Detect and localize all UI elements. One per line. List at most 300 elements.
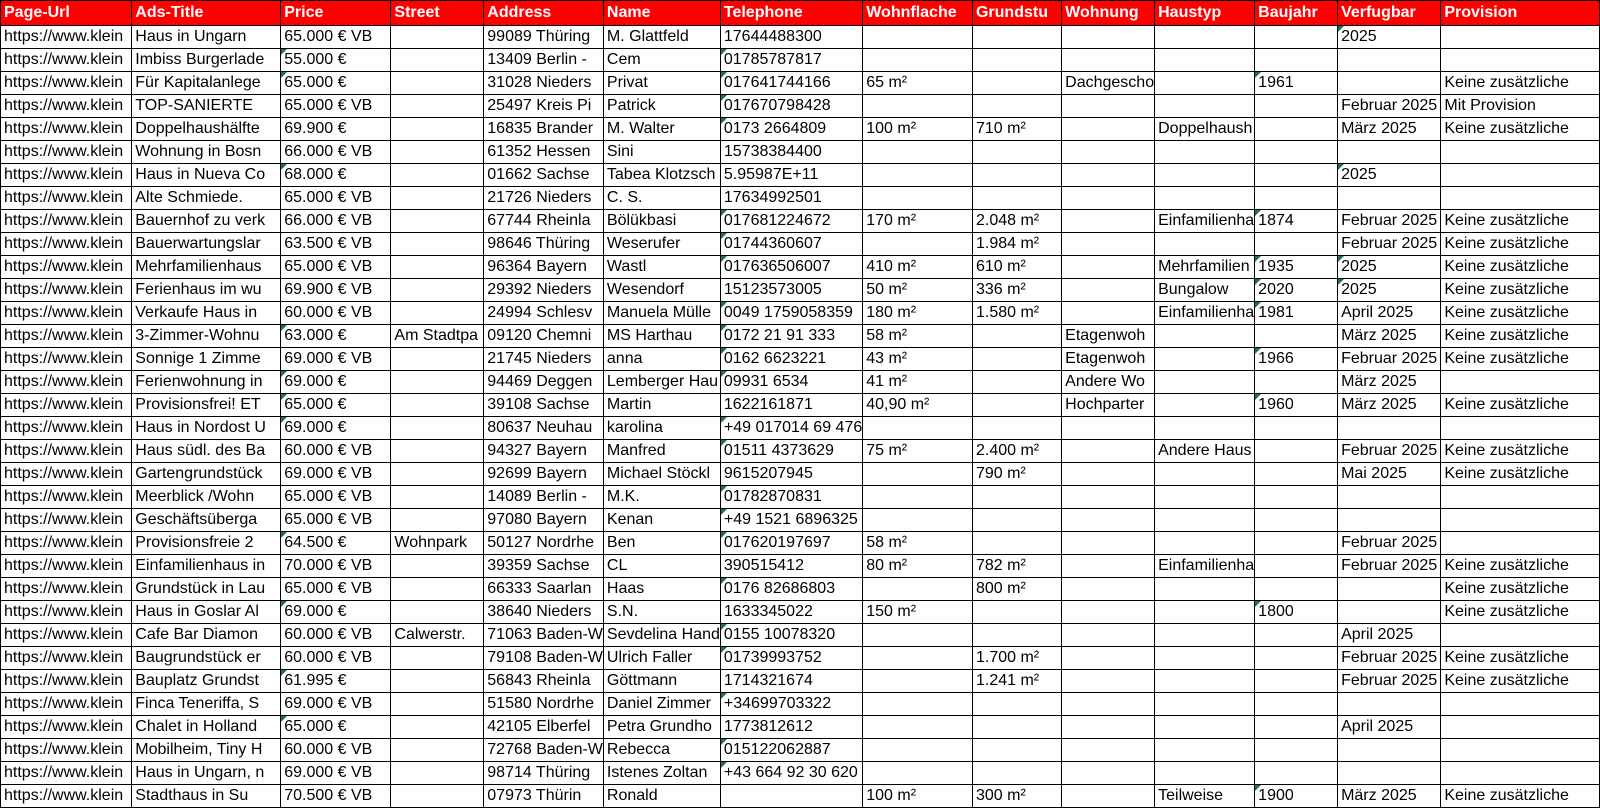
cell-htype[interactable]: [1155, 394, 1255, 417]
cell-avail[interactable]: Februar 2025: [1338, 532, 1441, 555]
cell-avail[interactable]: 2025: [1338, 256, 1441, 279]
cell-name[interactable]: Cem: [603, 49, 720, 72]
cell-wtype[interactable]: [1062, 440, 1155, 463]
cell-wtype[interactable]: Etagenwoh: [1062, 348, 1155, 371]
cell-prov[interactable]: Keine zusätzliche: [1441, 394, 1600, 417]
cell-phone[interactable]: [720, 785, 862, 808]
cell-price[interactable]: 65.000 €: [281, 716, 391, 739]
cell-url[interactable]: https://www.klein: [1, 210, 132, 233]
cell-prov[interactable]: Keine zusätzliche: [1441, 302, 1600, 325]
column-header-title[interactable]: Ads-Title: [132, 1, 281, 26]
cell-area[interactable]: [863, 624, 973, 647]
cell-wtype[interactable]: [1062, 210, 1155, 233]
cell-url[interactable]: https://www.klein: [1, 325, 132, 348]
cell-area[interactable]: 65 m²: [863, 72, 973, 95]
column-header-street[interactable]: Street: [391, 1, 484, 26]
cell-htype[interactable]: Bungalow: [1155, 279, 1255, 302]
cell-url[interactable]: https://www.klein: [1, 440, 132, 463]
cell-plot[interactable]: 1.700 m²: [972, 647, 1061, 670]
cell-address[interactable]: 71063 Baden-W: [484, 624, 604, 647]
cell-price[interactable]: 55.000 €: [281, 49, 391, 72]
cell-phone[interactable]: 01739993752: [720, 647, 862, 670]
cell-name[interactable]: Sevdelina Hand: [603, 624, 720, 647]
cell-htype[interactable]: [1155, 716, 1255, 739]
cell-address[interactable]: 97080 Bayern: [484, 509, 604, 532]
cell-name[interactable]: Göttmann: [603, 670, 720, 693]
cell-street[interactable]: [391, 394, 484, 417]
cell-year[interactable]: [1255, 164, 1338, 187]
cell-address[interactable]: 56843 Rheinla: [484, 670, 604, 693]
cell-avail[interactable]: Mai 2025: [1338, 463, 1441, 486]
cell-title[interactable]: Bauernhof zu verk: [132, 210, 281, 233]
cell-area[interactable]: 75 m²: [863, 440, 973, 463]
cell-name[interactable]: M. Walter: [603, 118, 720, 141]
cell-year[interactable]: [1255, 693, 1338, 716]
cell-title[interactable]: Haus in Ungarn: [132, 26, 281, 49]
cell-price[interactable]: 70.500 € VB: [281, 785, 391, 808]
cell-name[interactable]: Tabea Klotzsch: [603, 164, 720, 187]
cell-year[interactable]: [1255, 555, 1338, 578]
cell-name[interactable]: Lemberger Hau: [603, 371, 720, 394]
column-header-prov[interactable]: Provision: [1441, 1, 1600, 26]
cell-year[interactable]: [1255, 762, 1338, 785]
cell-prov[interactable]: Mit Provision: [1441, 95, 1600, 118]
cell-plot[interactable]: [972, 693, 1061, 716]
cell-address[interactable]: 14089 Berlin -: [484, 486, 604, 509]
cell-area[interactable]: [863, 578, 973, 601]
cell-year[interactable]: [1255, 486, 1338, 509]
cell-price[interactable]: 65.000 € VB: [281, 256, 391, 279]
cell-avail[interactable]: März 2025: [1338, 118, 1441, 141]
cell-area[interactable]: [863, 509, 973, 532]
cell-prov[interactable]: Keine zusätzliche: [1441, 555, 1600, 578]
cell-price[interactable]: 66.000 € VB: [281, 141, 391, 164]
cell-price[interactable]: 69.000 € VB: [281, 463, 391, 486]
cell-prov[interactable]: Keine zusätzliche: [1441, 440, 1600, 463]
cell-plot[interactable]: [972, 739, 1061, 762]
cell-name[interactable]: Sini: [603, 141, 720, 164]
cell-title[interactable]: Chalet in Holland: [132, 716, 281, 739]
cell-wtype[interactable]: [1062, 49, 1155, 72]
cell-url[interactable]: https://www.klein: [1, 693, 132, 716]
cell-avail[interactable]: [1338, 72, 1441, 95]
cell-avail[interactable]: 2025: [1338, 279, 1441, 302]
cell-street[interactable]: [391, 256, 484, 279]
cell-address[interactable]: 21745 Nieders: [484, 348, 604, 371]
cell-htype[interactable]: [1155, 739, 1255, 762]
cell-url[interactable]: https://www.klein: [1, 785, 132, 808]
cell-name[interactable]: S.N.: [603, 601, 720, 624]
cell-plot[interactable]: 2.400 m²: [972, 440, 1061, 463]
cell-area[interactable]: 80 m²: [863, 555, 973, 578]
cell-address[interactable]: 39359 Sachse: [484, 555, 604, 578]
cell-plot[interactable]: [972, 716, 1061, 739]
column-header-name[interactable]: Name: [603, 1, 720, 26]
cell-url[interactable]: https://www.klein: [1, 279, 132, 302]
cell-htype[interactable]: [1155, 509, 1255, 532]
cell-price[interactable]: 65.000 €: [281, 394, 391, 417]
cell-name[interactable]: Weserufer: [603, 233, 720, 256]
cell-title[interactable]: TOP-SANIERTE: [132, 95, 281, 118]
cell-area[interactable]: 150 m²: [863, 601, 973, 624]
cell-year[interactable]: [1255, 578, 1338, 601]
column-header-avail[interactable]: Verfugbar: [1338, 1, 1441, 26]
cell-street[interactable]: [391, 716, 484, 739]
cell-year[interactable]: 1900: [1255, 785, 1338, 808]
cell-price[interactable]: 60.000 € VB: [281, 302, 391, 325]
cell-year[interactable]: [1255, 509, 1338, 532]
cell-prov[interactable]: Keine zusätzliche: [1441, 325, 1600, 348]
cell-plot[interactable]: [972, 532, 1061, 555]
cell-area[interactable]: 100 m²: [863, 118, 973, 141]
cell-url[interactable]: https://www.klein: [1, 394, 132, 417]
cell-phone[interactable]: 017636506007: [720, 256, 862, 279]
cell-title[interactable]: Grundstück in Lau: [132, 578, 281, 601]
cell-area[interactable]: [863, 49, 973, 72]
cell-street[interactable]: [391, 463, 484, 486]
cell-address[interactable]: 09120 Chemni: [484, 325, 604, 348]
cell-price[interactable]: 61.995 €: [281, 670, 391, 693]
cell-url[interactable]: https://www.klein: [1, 532, 132, 555]
cell-htype[interactable]: [1155, 371, 1255, 394]
cell-title[interactable]: Haus in Nordost U: [132, 417, 281, 440]
cell-area[interactable]: 58 m²: [863, 325, 973, 348]
cell-street[interactable]: [391, 601, 484, 624]
cell-htype[interactable]: [1155, 233, 1255, 256]
cell-year[interactable]: [1255, 325, 1338, 348]
cell-area[interactable]: 41 m²: [863, 371, 973, 394]
cell-htype[interactable]: [1155, 647, 1255, 670]
cell-name[interactable]: karolina: [603, 417, 720, 440]
cell-wtype[interactable]: [1062, 463, 1155, 486]
cell-wtype[interactable]: [1062, 417, 1155, 440]
cell-wtype[interactable]: [1062, 95, 1155, 118]
cell-street[interactable]: Am Stadtpa: [391, 325, 484, 348]
cell-wtype[interactable]: [1062, 785, 1155, 808]
cell-avail[interactable]: 2025: [1338, 26, 1441, 49]
cell-prov[interactable]: Keine zusätzliche: [1441, 72, 1600, 95]
cell-wtype[interactable]: [1062, 256, 1155, 279]
cell-plot[interactable]: [972, 486, 1061, 509]
cell-avail[interactable]: [1338, 417, 1441, 440]
cell-wtype[interactable]: [1062, 233, 1155, 256]
cell-price[interactable]: 69.900 €: [281, 118, 391, 141]
cell-prov[interactable]: [1441, 49, 1600, 72]
cell-title[interactable]: Bauerwartungslar: [132, 233, 281, 256]
cell-name[interactable]: Patrick: [603, 95, 720, 118]
cell-phone[interactable]: 017620197697: [720, 532, 862, 555]
cell-plot[interactable]: [972, 624, 1061, 647]
cell-htype[interactable]: Einfamilienha: [1155, 555, 1255, 578]
cell-phone[interactable]: 0049 1759058359: [720, 302, 862, 325]
cell-phone[interactable]: +49 1521 6896325: [720, 509, 862, 532]
cell-title[interactable]: Für Kapitalanlege: [132, 72, 281, 95]
cell-htype[interactable]: [1155, 141, 1255, 164]
cell-area[interactable]: [863, 141, 973, 164]
cell-price[interactable]: 65.000 €: [281, 72, 391, 95]
cell-phone[interactable]: +43 664 92 30 620: [720, 762, 862, 785]
cell-url[interactable]: https://www.klein: [1, 555, 132, 578]
cell-avail[interactable]: [1338, 509, 1441, 532]
cell-price[interactable]: 69.000 € VB: [281, 762, 391, 785]
cell-htype[interactable]: Einfamilienha: [1155, 302, 1255, 325]
cell-name[interactable]: Bölükbasi: [603, 210, 720, 233]
cell-avail[interactable]: Februar 2025: [1338, 348, 1441, 371]
cell-address[interactable]: 51580 Nordrhe: [484, 693, 604, 716]
cell-address[interactable]: 99089 Thüring: [484, 26, 604, 49]
cell-name[interactable]: Wesendorf: [603, 279, 720, 302]
cell-htype[interactable]: Doppelhaush: [1155, 118, 1255, 141]
cell-url[interactable]: https://www.klein: [1, 118, 132, 141]
cell-title[interactable]: Mehrfamilienhaus: [132, 256, 281, 279]
cell-prov[interactable]: Keine zusätzliche: [1441, 118, 1600, 141]
cell-htype[interactable]: [1155, 417, 1255, 440]
cell-avail[interactable]: 2025: [1338, 164, 1441, 187]
cell-avail[interactable]: [1338, 693, 1441, 716]
cell-title[interactable]: Mobilheim, Tiny H: [132, 739, 281, 762]
cell-street[interactable]: [391, 417, 484, 440]
cell-title[interactable]: Haus in Goslar Al: [132, 601, 281, 624]
cell-plot[interactable]: [972, 187, 1061, 210]
cell-street[interactable]: [391, 95, 484, 118]
cell-htype[interactable]: [1155, 325, 1255, 348]
cell-title[interactable]: Gartengrundstück: [132, 463, 281, 486]
cell-url[interactable]: https://www.klein: [1, 302, 132, 325]
cell-price[interactable]: 60.000 € VB: [281, 647, 391, 670]
cell-avail[interactable]: März 2025: [1338, 325, 1441, 348]
cell-name[interactable]: Kenan: [603, 509, 720, 532]
cell-price[interactable]: 65.000 € VB: [281, 95, 391, 118]
cell-address[interactable]: 98714 Thüring: [484, 762, 604, 785]
cell-year[interactable]: [1255, 371, 1338, 394]
cell-address[interactable]: 39108 Sachse: [484, 394, 604, 417]
cell-htype[interactable]: [1155, 601, 1255, 624]
column-header-phone[interactable]: Telephone: [720, 1, 862, 26]
cell-wtype[interactable]: [1062, 486, 1155, 509]
cell-name[interactable]: anna: [603, 348, 720, 371]
cell-plot[interactable]: [972, 72, 1061, 95]
cell-year[interactable]: 2020: [1255, 279, 1338, 302]
cell-title[interactable]: Imbiss Burgerlade: [132, 49, 281, 72]
cell-name[interactable]: M. Glattfeld: [603, 26, 720, 49]
cell-price[interactable]: 60.000 € VB: [281, 739, 391, 762]
cell-price[interactable]: 69.900 € VB: [281, 279, 391, 302]
cell-year[interactable]: [1255, 463, 1338, 486]
cell-price[interactable]: 63.000 €: [281, 325, 391, 348]
cell-area[interactable]: [863, 417, 973, 440]
cell-area[interactable]: [863, 647, 973, 670]
cell-wtype[interactable]: [1062, 693, 1155, 716]
cell-price[interactable]: 60.000 € VB: [281, 440, 391, 463]
cell-prov[interactable]: [1441, 486, 1600, 509]
cell-phone[interactable]: 0173 2664809: [720, 118, 862, 141]
cell-prov[interactable]: Keine zusätzliche: [1441, 670, 1600, 693]
cell-prov[interactable]: [1441, 624, 1600, 647]
cell-year[interactable]: 1800: [1255, 601, 1338, 624]
cell-title[interactable]: Meerblick /Wohn: [132, 486, 281, 509]
cell-year[interactable]: [1255, 532, 1338, 555]
cell-title[interactable]: Sonnige 1 Zimme: [132, 348, 281, 371]
cell-prov[interactable]: Keine zusätzliche: [1441, 348, 1600, 371]
cell-phone[interactable]: 0172 21 91 333: [720, 325, 862, 348]
cell-year[interactable]: [1255, 95, 1338, 118]
cell-url[interactable]: https://www.klein: [1, 95, 132, 118]
cell-htype[interactable]: [1155, 49, 1255, 72]
cell-avail[interactable]: Februar 2025: [1338, 647, 1441, 670]
cell-htype[interactable]: [1155, 95, 1255, 118]
cell-title[interactable]: Verkaufe Haus in: [132, 302, 281, 325]
cell-year[interactable]: [1255, 739, 1338, 762]
cell-url[interactable]: https://www.klein: [1, 463, 132, 486]
cell-phone[interactable]: 9615207945: [720, 463, 862, 486]
cell-address[interactable]: 72768 Baden-W: [484, 739, 604, 762]
cell-phone[interactable]: 01785787817: [720, 49, 862, 72]
cell-name[interactable]: Wastl: [603, 256, 720, 279]
cell-phone[interactable]: 15738384400: [720, 141, 862, 164]
cell-area[interactable]: 170 m²: [863, 210, 973, 233]
cell-title[interactable]: Provisionsfrei! ET: [132, 394, 281, 417]
cell-address[interactable]: 96364 Bayern: [484, 256, 604, 279]
cell-avail[interactable]: [1338, 762, 1441, 785]
cell-phone[interactable]: 017670798428: [720, 95, 862, 118]
column-header-plot[interactable]: Grundstu: [972, 1, 1061, 26]
cell-name[interactable]: Ronald: [603, 785, 720, 808]
cell-htype[interactable]: [1155, 693, 1255, 716]
cell-area[interactable]: [863, 95, 973, 118]
cell-prov[interactable]: [1441, 716, 1600, 739]
cell-url[interactable]: https://www.klein: [1, 164, 132, 187]
cell-htype[interactable]: [1155, 762, 1255, 785]
cell-prov[interactable]: Keine zusätzliche: [1441, 463, 1600, 486]
cell-price[interactable]: 69.000 € VB: [281, 348, 391, 371]
cell-price[interactable]: 69.000 € VB: [281, 693, 391, 716]
cell-prov[interactable]: [1441, 371, 1600, 394]
cell-area[interactable]: 50 m²: [863, 279, 973, 302]
cell-avail[interactable]: [1338, 578, 1441, 601]
cell-street[interactable]: [391, 118, 484, 141]
cell-year[interactable]: [1255, 440, 1338, 463]
cell-wtype[interactable]: [1062, 647, 1155, 670]
cell-street[interactable]: [391, 72, 484, 95]
cell-address[interactable]: 66333 Saarlan: [484, 578, 604, 601]
cell-plot[interactable]: 1.241 m²: [972, 670, 1061, 693]
cell-price[interactable]: 64.500 €: [281, 532, 391, 555]
cell-url[interactable]: https://www.klein: [1, 49, 132, 72]
cell-plot[interactable]: [972, 141, 1061, 164]
column-header-wtype[interactable]: Wohnung: [1062, 1, 1155, 26]
cell-plot[interactable]: 790 m²: [972, 463, 1061, 486]
cell-url[interactable]: https://www.klein: [1, 187, 132, 210]
cell-wtype[interactable]: [1062, 716, 1155, 739]
cell-title[interactable]: Ferienwohnung in: [132, 371, 281, 394]
cell-name[interactable]: MS Harthau: [603, 325, 720, 348]
cell-street[interactable]: [391, 647, 484, 670]
cell-wtype[interactable]: Dachgescho: [1062, 72, 1155, 95]
cell-area[interactable]: [863, 187, 973, 210]
cell-name[interactable]: Manuela Mülle: [603, 302, 720, 325]
cell-phone[interactable]: 1773812612: [720, 716, 862, 739]
cell-street[interactable]: [391, 486, 484, 509]
cell-address[interactable]: 61352 Hessen: [484, 141, 604, 164]
cell-name[interactable]: Haas: [603, 578, 720, 601]
cell-street[interactable]: [391, 210, 484, 233]
cell-title[interactable]: Stadthaus in Su: [132, 785, 281, 808]
cell-phone[interactable]: 015122062887: [720, 739, 862, 762]
cell-avail[interactable]: [1338, 486, 1441, 509]
cell-prov[interactable]: [1441, 532, 1600, 555]
cell-price[interactable]: 65.000 € VB: [281, 509, 391, 532]
cell-address[interactable]: 07973 Thürin: [484, 785, 604, 808]
cell-wtype[interactable]: [1062, 302, 1155, 325]
cell-year[interactable]: [1255, 624, 1338, 647]
cell-plot[interactable]: [972, 49, 1061, 72]
cell-wtype[interactable]: [1062, 739, 1155, 762]
cell-phone[interactable]: 01511 4373629: [720, 440, 862, 463]
cell-year[interactable]: [1255, 118, 1338, 141]
cell-street[interactable]: Calwerstr.: [391, 624, 484, 647]
cell-phone[interactable]: +49 017014 69 476: [720, 417, 862, 440]
cell-avail[interactable]: [1338, 601, 1441, 624]
cell-phone[interactable]: 1633345022: [720, 601, 862, 624]
cell-htype[interactable]: Teilweise: [1155, 785, 1255, 808]
cell-plot[interactable]: [972, 164, 1061, 187]
cell-title[interactable]: Geschäftsüberga: [132, 509, 281, 532]
cell-htype[interactable]: Einfamilienha: [1155, 210, 1255, 233]
cell-prov[interactable]: Keine zusätzliche: [1441, 233, 1600, 256]
cell-name[interactable]: C. S.: [603, 187, 720, 210]
cell-address[interactable]: 21726 Nieders: [484, 187, 604, 210]
cell-htype[interactable]: [1155, 624, 1255, 647]
cell-prov[interactable]: [1441, 509, 1600, 532]
cell-name[interactable]: Ulrich Faller: [603, 647, 720, 670]
cell-avail[interactable]: März 2025: [1338, 371, 1441, 394]
cell-address[interactable]: 25497 Kreis Pi: [484, 95, 604, 118]
cell-name[interactable]: M.K.: [603, 486, 720, 509]
cell-area[interactable]: [863, 463, 973, 486]
cell-plot[interactable]: [972, 26, 1061, 49]
cell-url[interactable]: https://www.klein: [1, 486, 132, 509]
cell-price[interactable]: 63.500 € VB: [281, 233, 391, 256]
cell-htype[interactable]: [1155, 463, 1255, 486]
cell-url[interactable]: https://www.klein: [1, 256, 132, 279]
cell-address[interactable]: 80637 Neuhau: [484, 417, 604, 440]
cell-year[interactable]: 1935: [1255, 256, 1338, 279]
cell-street[interactable]: [391, 371, 484, 394]
cell-phone[interactable]: 0162 6623221: [720, 348, 862, 371]
cell-street[interactable]: [391, 26, 484, 49]
cell-street[interactable]: [391, 693, 484, 716]
cell-wtype[interactable]: [1062, 555, 1155, 578]
cell-title[interactable]: 3-Zimmer-Wohnu: [132, 325, 281, 348]
cell-avail[interactable]: Februar 2025: [1338, 555, 1441, 578]
cell-area[interactable]: [863, 693, 973, 716]
cell-phone[interactable]: 1714321674: [720, 670, 862, 693]
cell-plot[interactable]: 2.048 m²: [972, 210, 1061, 233]
cell-area[interactable]: [863, 486, 973, 509]
cell-area[interactable]: 180 m²: [863, 302, 973, 325]
cell-area[interactable]: 43 m²: [863, 348, 973, 371]
cell-phone[interactable]: 17644488300: [720, 26, 862, 49]
cell-name[interactable]: Manfred: [603, 440, 720, 463]
cell-plot[interactable]: [972, 394, 1061, 417]
cell-title[interactable]: Haus in Nueva Co: [132, 164, 281, 187]
cell-avail[interactable]: Februar 2025: [1338, 233, 1441, 256]
cell-area[interactable]: 40,90 m²: [863, 394, 973, 417]
cell-street[interactable]: [391, 49, 484, 72]
cell-area[interactable]: [863, 762, 973, 785]
cell-plot[interactable]: [972, 417, 1061, 440]
cell-area[interactable]: 410 m²: [863, 256, 973, 279]
